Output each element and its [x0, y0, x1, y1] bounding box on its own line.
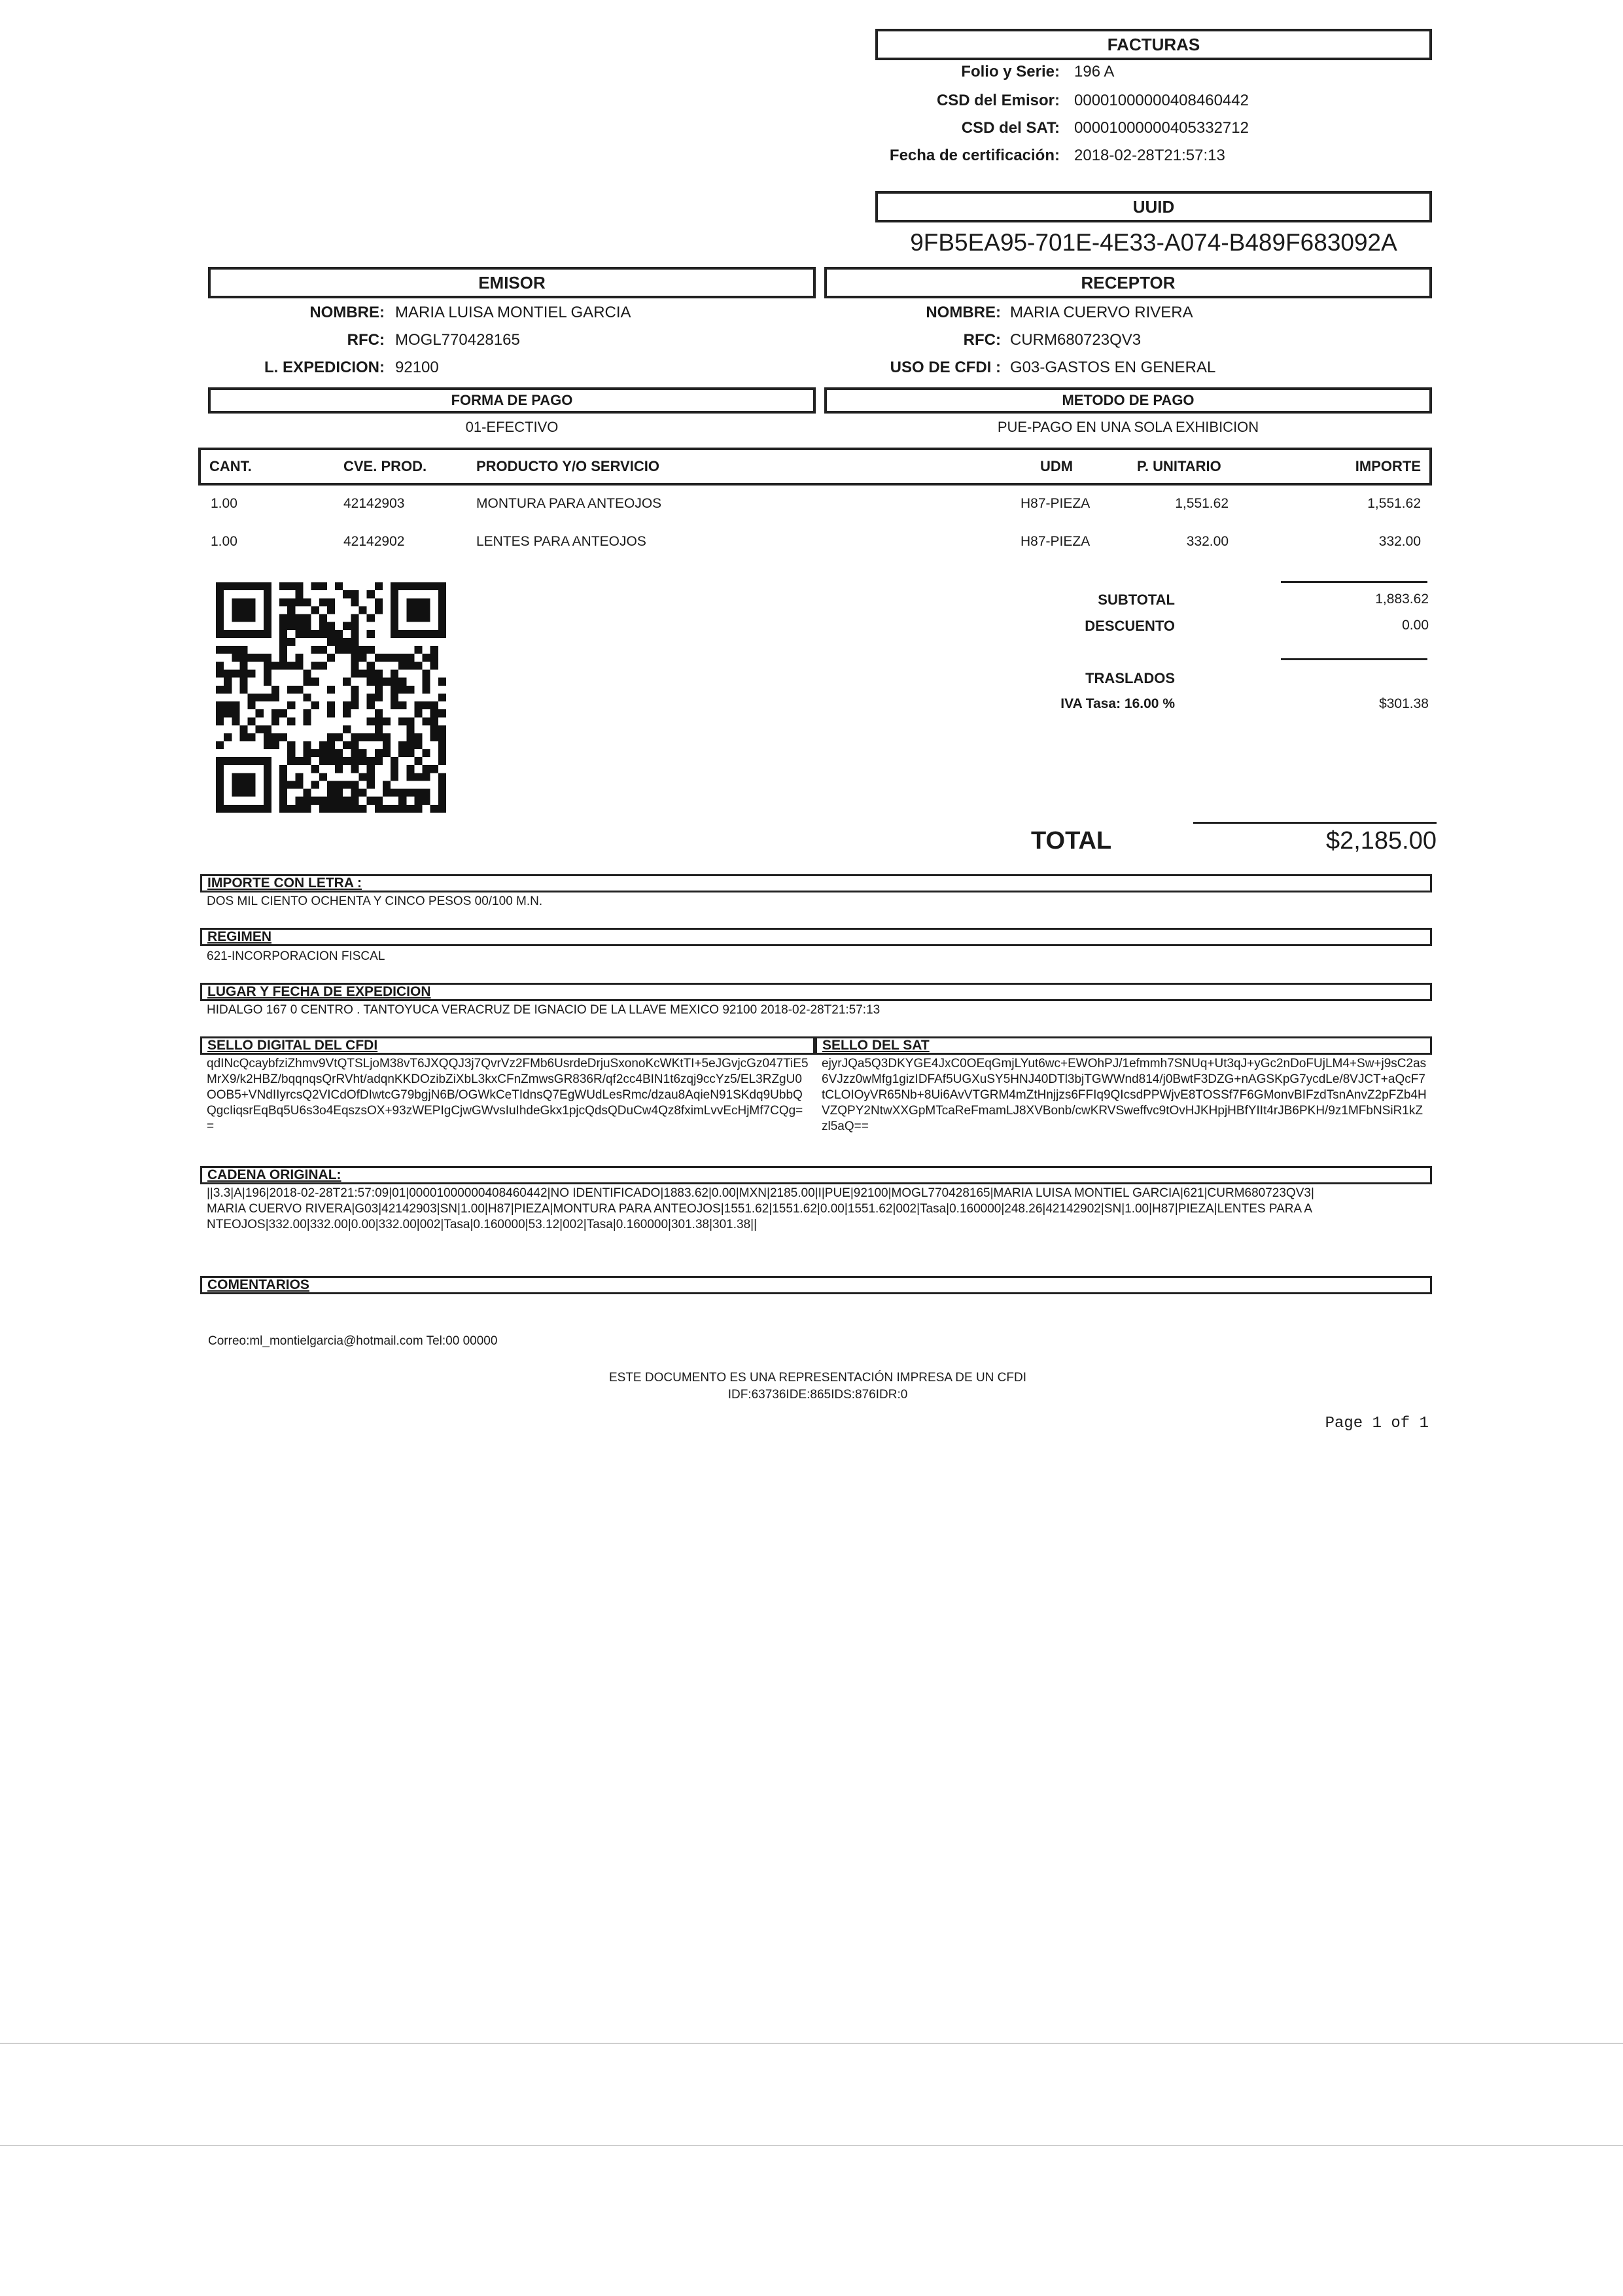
cfdi-note-line2: IDF:63736IDE:865IDS:876IDR:0: [727, 1388, 908, 1402]
col-p-unitario: P. UNITARIO: [1137, 458, 1221, 474]
total-rule: [1193, 822, 1437, 824]
importe-letra-header: IMPORTE CON LETRA :: [200, 874, 1432, 892]
regimen-value: 621-INCORPORACION FISCAL: [207, 949, 385, 963]
lugar-header: LUGAR Y FECHA DE EXPEDICION: [200, 983, 1432, 1001]
receptor-nombre-label: NOMBRE:: [926, 304, 1001, 321]
emisor-exp-label: L. EXPEDICION:: [264, 359, 385, 376]
row-1-p-unitario: 1,551.62: [1175, 496, 1229, 511]
metodo-pago-value: PUE-PAGO EN UNA SOLA EXHIBICION: [997, 419, 1259, 435]
cfdi-note-line1: ESTE DOCUMENTO ES UNA REPRESENTACIÓN IMPRESA DE UN CFDI: [608, 1371, 1026, 1385]
iva-value: $301.38: [1379, 696, 1429, 711]
folio-value: 196 A: [1074, 63, 1115, 80]
sello-sat-header: SELLO DEL SAT: [815, 1036, 1432, 1055]
scan-line-1: [0, 2043, 1623, 2044]
comentarios-header: COMENTARIOS: [200, 1276, 1432, 1294]
facturas-title: FACTURAS: [1107, 34, 1200, 54]
regimen-header: REGIMEN: [200, 928, 1432, 946]
total-value: $2,185.00: [1325, 827, 1437, 855]
row-2-cant: 1.00: [211, 534, 237, 549]
descuento-rule: [1281, 658, 1427, 660]
row-1-cve: 42142903: [343, 496, 405, 511]
csd-emisor-label: CSD del Emisor:: [936, 92, 1060, 109]
csd-sat-value: 00001000000405332712: [1074, 119, 1249, 137]
uuid-title: UUID: [1132, 196, 1175, 217]
receptor-nombre-value: MARIA CUERVO RIVERA: [1010, 304, 1193, 321]
importe-letra-value: DOS MIL CIENTO OCHENTA Y CINCO PESOS 00/100 M.N.: [207, 894, 543, 908]
csd-emisor-value: 00001000000408460442: [1074, 92, 1249, 109]
row-2-importe: 332.00: [1378, 534, 1421, 549]
emisor-title-box: [208, 267, 816, 298]
row-1-cant: 1.00: [211, 496, 237, 511]
cadena-header: CADENA ORIGINAL:: [200, 1166, 1432, 1184]
page-number: Page 1 of 1: [1325, 1415, 1429, 1432]
sello-cfdi-header: SELLO DIGITAL DEL CFDI: [200, 1036, 815, 1055]
col-producto: PRODUCTO Y/O SERVICIO: [476, 458, 659, 474]
iva-label: IVA Tasa: 16.00 %: [1060, 696, 1175, 711]
receptor-uso-value: G03-GASTOS EN GENERAL: [1010, 359, 1216, 376]
csd-sat-label: CSD del SAT:: [961, 119, 1060, 137]
emisor-nombre-label: NOMBRE:: [309, 304, 385, 321]
metodo-pago-title: METODO DE PAGO: [1062, 392, 1195, 408]
sello-cfdi-value: qdINcQcaybfziZhmv9VtQTSLjoM38vT6JXQQJ3j7QvrVz2FMb6UsrdeDrjuSxonoKcWKtTI+5eJGvjcGz047TiE5MrX9/k2HBZ/bqqnqsQrRVht/adqnKKDOzibZiXbL3kxCFnZmwsGR836R/qf2cc4BIN1t6zqj9ccYz5/EL3RZgU0OOB5+VNdIIyrcsQ2VICdOfDIwtcG79bgjN6B/OGWkCeTIdnsQ7EgWUdLesRmc/dzau8AqieN91SKdq9UbbQQgcIiqsrEqBq5U6s3o4EqszsOX+93zWEPIgCjwGWvsIuIhdeGkx1pjcQdsQDuCw4Qz8fximLvvEcHjMf7CQg==: [207, 1057, 809, 1133]
emisor-rfc-label: RFC:: [347, 331, 385, 349]
contact-info: Correo:ml_montielgarcia@hotmail.com Tel:00 00000: [208, 1334, 498, 1348]
folio-label: Folio y Serie:: [961, 63, 1060, 80]
traslados-label: TRASLADOS: [1085, 670, 1175, 686]
qr-code-icon: [216, 582, 446, 813]
emisor-title: EMISOR: [478, 272, 546, 292]
row-2-cve: 42142902: [343, 534, 405, 549]
fecha-cert-label: Fecha de certificación:: [889, 147, 1060, 164]
metodo-pago-box: [824, 387, 1432, 414]
uuid-title-box: [875, 191, 1432, 222]
row-1-producto: MONTURA PARA ANTEOJOS: [476, 496, 662, 511]
row-2-p-unitario: 332.00: [1186, 534, 1229, 549]
forma-pago-value: 01-EFECTIVO: [465, 419, 559, 435]
row-2-producto: LENTES PARA ANTEOJOS: [476, 534, 646, 549]
receptor-title: RECEPTOR: [1081, 272, 1176, 292]
scan-line-2: [0, 2145, 1623, 2146]
emisor-rfc-value: MOGL770428165: [395, 331, 520, 349]
total-label: TOTAL: [1031, 827, 1112, 855]
col-udm: UDM: [1040, 458, 1073, 474]
emisor-exp-value: 92100: [395, 359, 439, 376]
row-1-importe: 1,551.62: [1367, 496, 1421, 511]
lugar-value: HIDALGO 167 0 CENTRO . TANTOYUCA VERACRUZ DE IGNACIO DE LA LLAVE MEXICO 92100 2018-02-28T21:57:13: [207, 1003, 881, 1017]
uuid-value: 9FB5EA95-701E-4E33-A074-B489F683092A: [910, 229, 1397, 256]
descuento-value: 0.00: [1402, 618, 1429, 633]
receptor-rfc-label: RFC:: [963, 331, 1001, 349]
sello-sat-value: ejyrJQa5Q3DKYGE4JxC0OEqGmjLYut6wc+EWOhPJ/1efmmh7SNUq+Ut3qJ+yGc2nDoFUjLM4+Sw+j9sC2as6VJzz0wMfg1gizIDFAf5UGXuSY5HNJ40DTl3bjTGWWnd814/j0BwtF3DZG+nAGSKpG7ycdLe/8VJCT+aQcF7tCLOIOyVR65Nb+8Ui6AvVTGRM4mZtHnjjzs6FFIq9QIcsdPPWjvE8TOSSf7F6GMonvBIFzdTsnAnvZ2pFZb4HVZQPY2NtwXXGpMTcaReFmamLJ8XVBonb/cwKRVSweffvc9tOvHJKHpjHBfYIIt4rJB6PKH/9z1MFbNSiR1kZzl5aQ==: [822, 1057, 1427, 1133]
subtotal-rule: [1281, 581, 1427, 583]
row-1-udm: H87-PIEZA: [1021, 496, 1091, 511]
forma-pago-box: [208, 387, 816, 414]
fecha-cert-value: 2018-02-28T21:57:13: [1074, 147, 1225, 164]
facturas-title-box: [875, 29, 1432, 60]
subtotal-value: 1,883.62: [1375, 592, 1429, 607]
col-importe: IMPORTE: [1355, 458, 1421, 474]
descuento-label: DESCUENTO: [1085, 618, 1175, 634]
subtotal-label: SUBTOTAL: [1098, 592, 1175, 608]
col-cant: CANT.: [209, 458, 252, 474]
emisor-nombre-value: MARIA LUISA MONTIEL GARCIA: [395, 304, 631, 321]
receptor-uso-label: USO DE CFDI :: [890, 359, 1001, 376]
forma-pago-title: FORMA DE PAGO: [451, 392, 573, 408]
receptor-rfc-value: CURM680723QV3: [1010, 331, 1142, 349]
cadena-value: ||3.3|A|196|2018-02-28T21:57:09|01|00001000000408460442|NO IDENTIFICADO|1883.62|0.00|MXN|2185.00|I|PUE|92100|MOGL770428165|MARIA LUISA MONTIEL GARCIA|621|CURM680723QV3|MARIA CUERVO RIVERA|G03|42142903|SN|1.00|H87|PIEZA|MONTURA PARA ANTEOJOS|1551.62|1551.62|0.00|1551.62|002|Tasa|0.160000|248.26|42142902|SN|1.00|H87|PIEZA|LENTES PARA ANTEOJOS|332.00|332.00|0.00|332.00|002|Tasa|0.160000|53.12|002|Tasa|0.160000|301.38|301.38||: [207, 1186, 1314, 1231]
receptor-title-box: [824, 267, 1432, 298]
row-2-udm: H87-PIEZA: [1021, 534, 1091, 549]
col-cve-prod: CVE. PROD.: [343, 458, 427, 474]
